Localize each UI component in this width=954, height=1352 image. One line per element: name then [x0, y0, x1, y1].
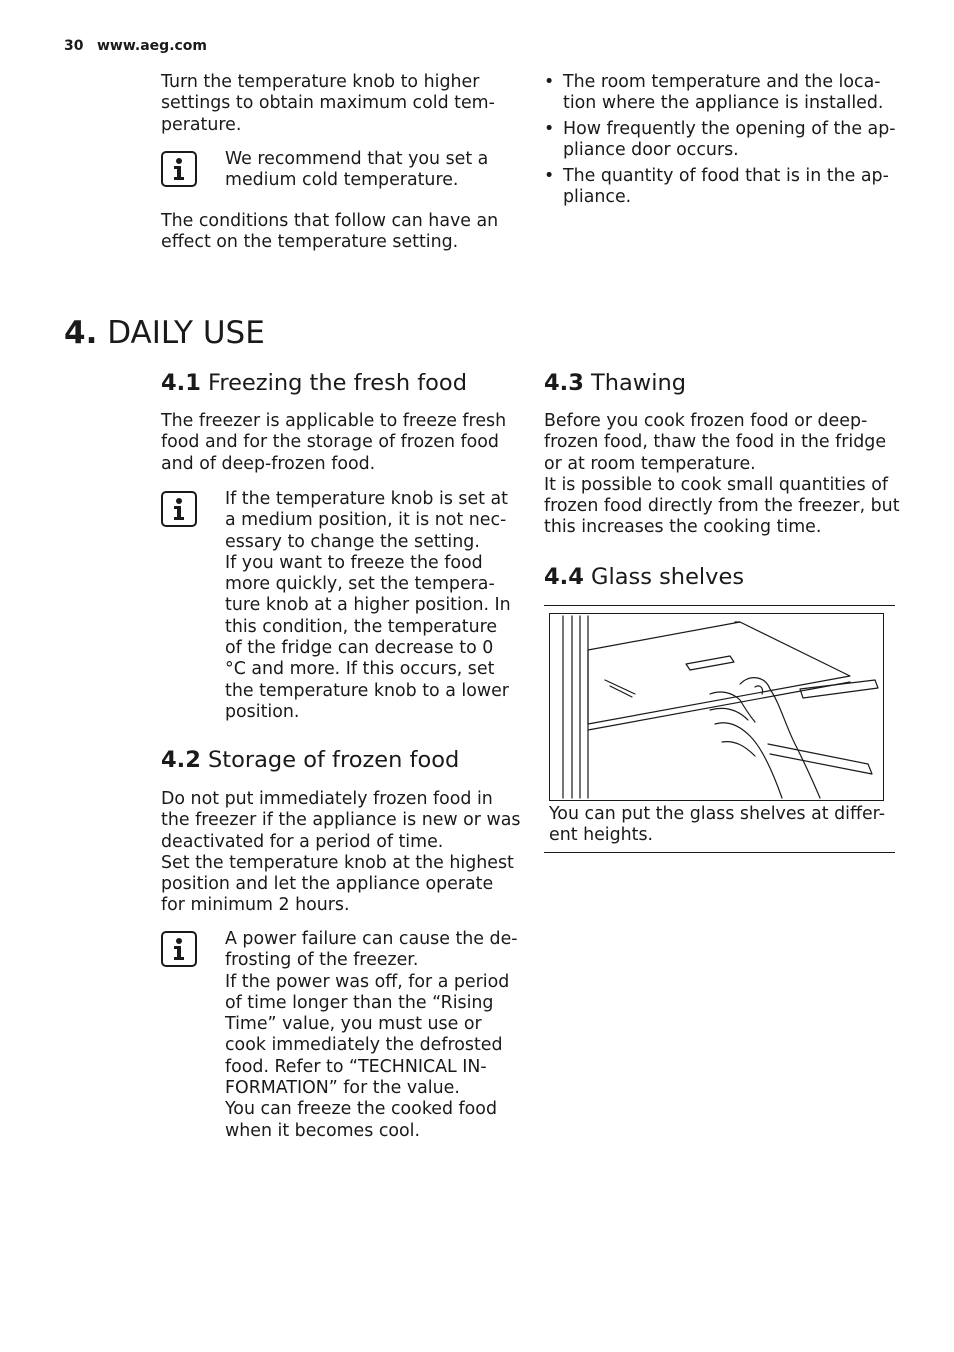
text-line: If you want to freeze the food	[225, 552, 483, 573]
text-line: position.	[225, 701, 300, 722]
glass-shelf-illustration	[549, 613, 884, 801]
text-line: If the temperature knob is set at	[225, 489, 508, 509]
figure-top-rule	[544, 605, 895, 606]
text-line: The conditions that follow can have an	[161, 211, 499, 231]
text-line: The freezer is applicable to freeze fresh	[161, 411, 507, 431]
text-line: settings to obtain maximum cold tem-	[161, 93, 495, 114]
knob-paragraph	[161, 72, 495, 136]
text-line: °C and more. If this occurs, set	[225, 659, 495, 680]
text-line: pliance door occurs.	[563, 140, 739, 161]
text-line: pliance.	[563, 187, 632, 208]
info-icon	[161, 931, 197, 967]
text-line: frosting of the freezer.	[225, 950, 419, 971]
section-title: Freezing the fresh food	[208, 370, 467, 396]
text-line: Set the temperature knob at the highest	[161, 852, 514, 873]
page-number: 30	[64, 38, 84, 54]
text-line: FORMATION” for the value.	[225, 1078, 460, 1099]
text-line: Do not put immediately frozen food in	[161, 789, 493, 809]
text-line: frozen food directly from the freezer, but	[544, 496, 900, 517]
text-line: for minimum 2 hours.	[161, 895, 350, 916]
text-line: more quickly, set the tempera-	[225, 574, 495, 595]
text-line: essary to change the setting.	[225, 531, 480, 552]
text-line: of the fridge can decrease to 0	[225, 638, 494, 659]
figure-bottom-rule	[544, 852, 895, 853]
text-line: We recommend that you set a	[225, 149, 489, 169]
freezing-body	[161, 411, 506, 475]
thawing-body	[544, 411, 900, 539]
section-number: 4.4	[544, 564, 584, 590]
section-heading-shelves	[544, 564, 744, 591]
text-line: perature.	[161, 114, 242, 135]
text-line: and of deep-frozen food.	[161, 453, 376, 474]
website-url: www.aeg.com	[97, 38, 208, 54]
text-line: cook immediately the defrosted	[225, 1035, 503, 1056]
storage-body	[161, 789, 520, 917]
note-recommend	[225, 149, 488, 192]
section-heading-thawing	[544, 370, 686, 397]
conditions-paragraph	[161, 211, 498, 254]
freezing-note	[225, 489, 511, 723]
text-line: food and for the storage of frozen food	[161, 432, 499, 453]
text-line: A power failure can cause the de-	[225, 929, 518, 949]
section-number: 4.3	[544, 370, 584, 396]
text-line: medium cold temperature.	[225, 170, 459, 191]
text-line: this increases the cooking time.	[544, 517, 822, 538]
text-line: It is possible to cook small quantities of	[544, 474, 888, 495]
text-line: a medium position, it is not nec-	[225, 510, 507, 531]
text-line: effect on the temperature setting.	[161, 232, 459, 253]
chapter-number: 4.	[64, 315, 98, 351]
text-line: Before you cook frozen food or deep-	[544, 411, 868, 431]
text-line: when it becomes cool.	[225, 1120, 421, 1141]
text-line: You can freeze the cooked food	[225, 1099, 497, 1120]
section-number: 4.1	[161, 370, 201, 396]
text-line: or at room temperature.	[544, 453, 756, 474]
text-line: • The quantity of food that is in the ap-	[563, 166, 889, 187]
text-line: • The room temperature and the loca-	[563, 72, 881, 92]
chapter-heading	[64, 315, 265, 351]
section-heading-storage	[161, 747, 459, 774]
text-line: ture knob at a higher position. In	[225, 595, 511, 616]
section-title: Thawing	[591, 370, 687, 396]
section-heading-freezing	[161, 370, 467, 397]
figure-caption	[549, 804, 885, 847]
chapter-title: DAILY USE	[107, 315, 265, 351]
info-icon	[161, 491, 197, 527]
text-line: frozen food, thaw the food in the fridge	[544, 432, 887, 453]
list-item	[544, 119, 904, 162]
text-line: the temperature knob to a lower	[225, 680, 509, 701]
text-line: If the power was off, for a period	[225, 971, 510, 992]
text-line: deactivated for a period of time.	[161, 831, 444, 852]
text-line: of time longer than the “Rising	[225, 992, 494, 1013]
text-line: Time” value, you must use or	[225, 1014, 482, 1035]
section-title: Storage of frozen food	[208, 747, 460, 773]
text-line: ent heights.	[549, 825, 654, 846]
storage-note	[225, 929, 518, 1142]
text-line: tion where the appliance is installed.	[563, 93, 884, 114]
text-line: position and let the appliance operate	[161, 874, 494, 895]
section-title: Glass shelves	[591, 564, 745, 590]
text-line: the freezer if the appliance is new or was	[161, 810, 521, 831]
list-item	[544, 166, 904, 209]
text-line: food. Refer to “TECHNICAL IN-	[225, 1056, 487, 1077]
list-item	[544, 72, 904, 115]
text-line: this condition, the temperature	[225, 616, 498, 637]
text-line: You can put the glass shelves at differ-	[549, 804, 885, 824]
section-number: 4.2	[161, 747, 201, 773]
info-icon	[161, 151, 197, 187]
text-line: Turn the temperature knob to higher	[161, 72, 480, 92]
text-line: • How frequently the opening of the ap-	[563, 119, 896, 140]
conditions-list	[544, 72, 904, 213]
